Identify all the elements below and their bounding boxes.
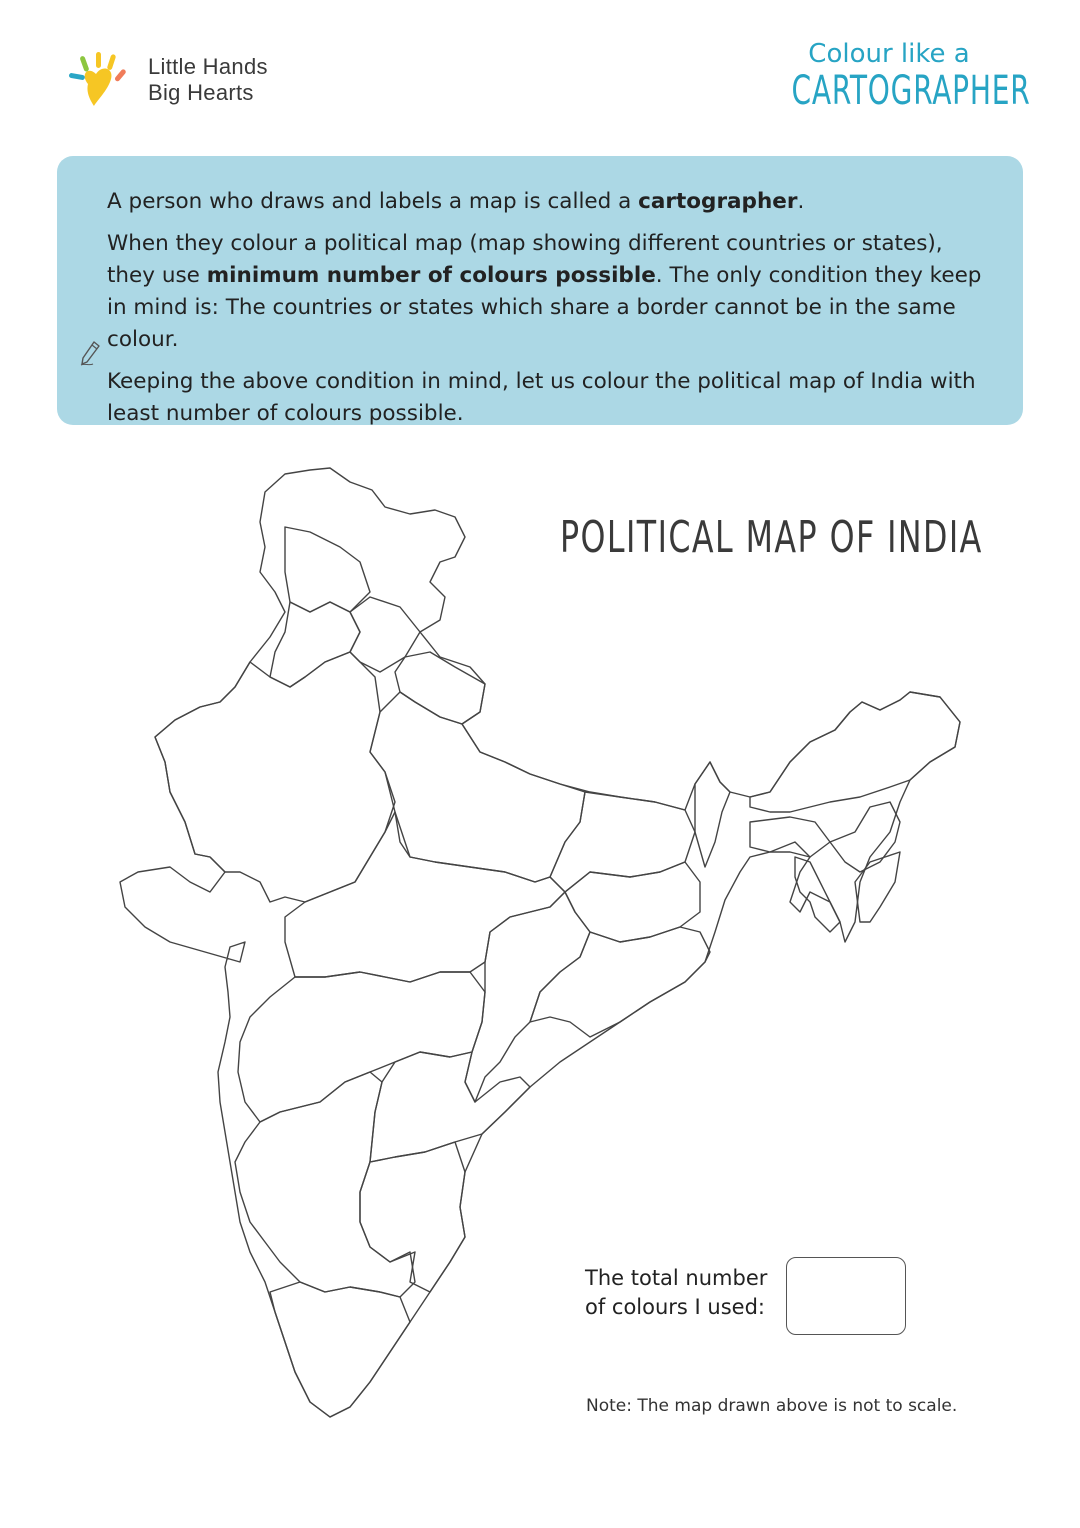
colour-count-answer-box[interactable] — [786, 1257, 906, 1335]
info-box — [57, 156, 1023, 425]
text-span: A person who draws and labels a map is called a — [107, 189, 639, 214]
colour-count-label-line-1: The total number — [585, 1266, 768, 1290]
info-paragraph-2 — [107, 228, 983, 356]
colour-count-label — [585, 1264, 767, 1322]
brand-logo — [66, 50, 306, 120]
text-span: . — [797, 189, 805, 214]
text-span: . The only condition they keep in mind is: The countries or states which share a border cannot be in the same colour. — [107, 263, 982, 352]
scale-note: Note: The map drawn above is not to scale. — [586, 1396, 958, 1416]
info-paragraph-1 — [107, 186, 983, 218]
page-heading — [764, 38, 1031, 114]
brand-line-1: Little Hands — [148, 54, 268, 79]
heading-line-1: Colour like a — [808, 39, 970, 69]
bold-term-minimum-colours: minimum number of colours possible — [206, 263, 656, 288]
brand-line-2: Big Hearts — [148, 80, 254, 105]
hand-heart-icon — [66, 50, 136, 114]
pencil-icon — [79, 340, 101, 366]
bold-term-cartographer: cartographer — [638, 189, 798, 214]
colour-count-label-line-2: of colours I used: — [585, 1295, 765, 1319]
info-paragraph-3: Keeping the above condition in mind, let us colour the political map of India with least number of colours possible. — [107, 369, 976, 426]
map-title: POLITICAL MAP OF INDIA — [560, 512, 983, 563]
heading-line-2: CARTOGRAPHER — [791, 68, 1031, 114]
text-span: When they colour a political map (map showing different countries or states), they use — [107, 231, 943, 288]
